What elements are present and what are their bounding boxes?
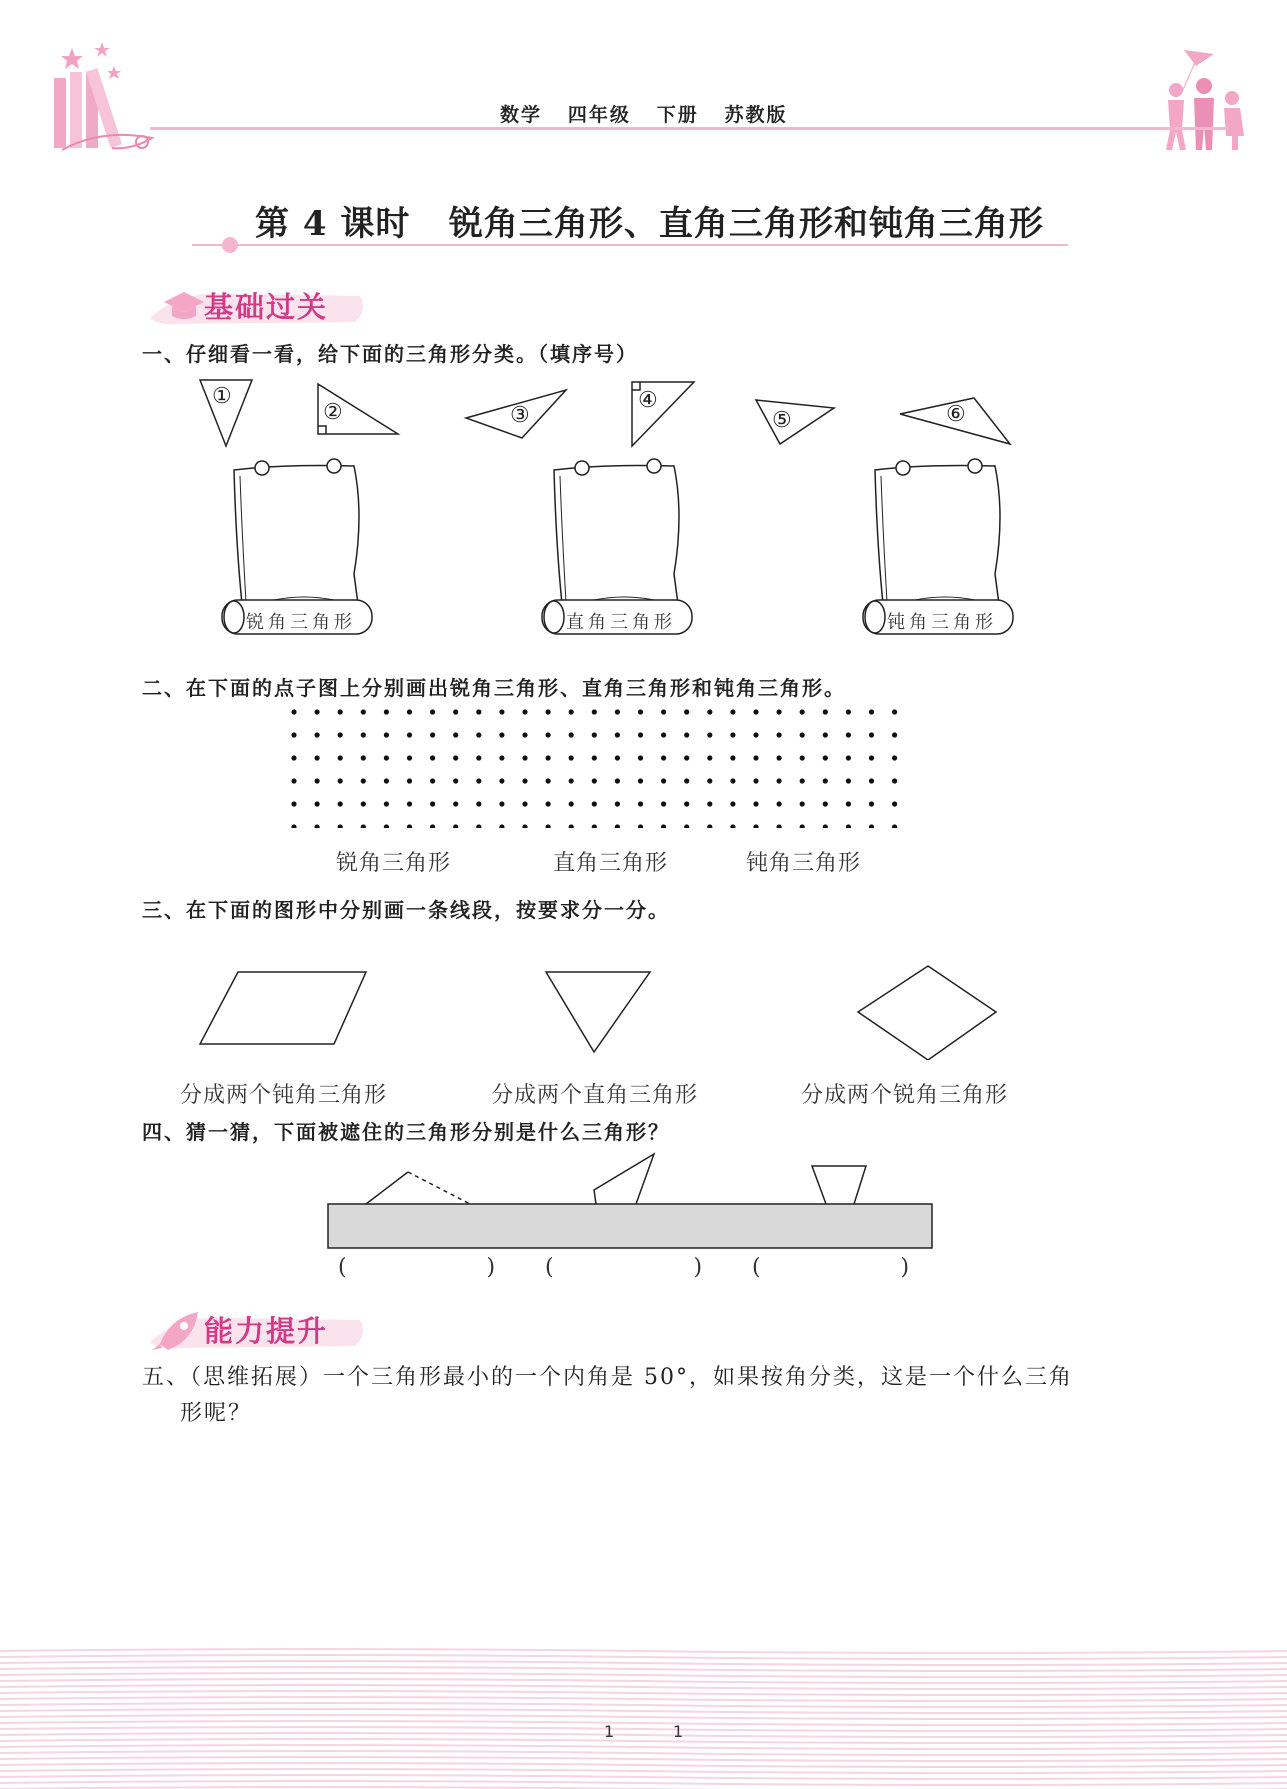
grid-dot[interactable] [730, 778, 735, 783]
grid-dot[interactable] [546, 801, 551, 806]
inverted-triangle-shape [546, 972, 650, 1052]
grid-dot[interactable] [453, 801, 458, 806]
grid-dot[interactable] [361, 801, 366, 806]
grid-dot[interactable] [707, 709, 712, 714]
grid-dot[interactable] [315, 755, 320, 760]
grid-dot[interactable] [777, 824, 782, 828]
subject-info: 数学 四年级 下册 苏教版 [500, 104, 788, 126]
q5-line-1: 五、（思维拓展）一个三角形最小的一个内角是 50°，如果按角分类，这是一个什么三角 [142, 1365, 1073, 1390]
grid-dot[interactable] [522, 801, 527, 806]
grid-dot[interactable] [384, 801, 389, 806]
grid-dot[interactable] [407, 709, 412, 714]
grid-dot[interactable] [361, 824, 366, 828]
grid-dot[interactable] [569, 732, 574, 737]
grid-dot[interactable] [407, 824, 412, 828]
q3-label-1: 分成两个钝角三角形 [180, 1083, 388, 1108]
covered-triangle-2 [594, 1154, 654, 1204]
grid-dot[interactable] [684, 755, 689, 760]
triangle-4-label: ④ [638, 388, 658, 413]
grid-dot[interactable] [546, 732, 551, 737]
q2-label-right: 直角三角形 [553, 851, 669, 876]
grid-dot[interactable] [730, 709, 735, 714]
grid-dot[interactable] [730, 732, 735, 737]
grid-dot[interactable] [730, 824, 735, 828]
grid-dot[interactable] [892, 709, 897, 714]
grid-dot[interactable] [430, 732, 435, 737]
grid-dot[interactable] [777, 755, 782, 760]
grid-dot[interactable] [384, 732, 389, 737]
grid-dot[interactable] [707, 732, 712, 737]
grid-dot[interactable] [661, 732, 666, 737]
grid-dot[interactable] [661, 709, 666, 714]
grid-dot[interactable] [823, 778, 828, 783]
grid-dot[interactable] [846, 732, 851, 737]
q3-label-2: 分成两个直角三角形 [491, 1083, 699, 1108]
grid-dot[interactable] [569, 801, 574, 806]
grid-dot[interactable] [592, 732, 597, 737]
grid-dot[interactable] [707, 755, 712, 760]
grid-dot[interactable] [453, 778, 458, 783]
grid-dot[interactable] [315, 709, 320, 714]
header-rule [150, 127, 1228, 130]
grid-dot[interactable] [430, 778, 435, 783]
grid-dot[interactable] [315, 801, 320, 806]
q2-prompt: 二、在下面的点子图上分别画出锐角三角形、直角三角形和钝角三角形。 [142, 676, 846, 700]
grid-dot[interactable] [338, 709, 343, 714]
footer-stripes [0, 1645, 1287, 1789]
grid-dot[interactable] [361, 755, 366, 760]
grid-dot[interactable] [546, 824, 551, 828]
grid-dot[interactable] [846, 778, 851, 783]
q5-line-2: 形呢？ [180, 1401, 253, 1426]
q2-label-obtuse: 钝角三角形 [746, 851, 862, 876]
grid-dot[interactable] [546, 755, 551, 760]
grid-dot[interactable] [823, 801, 828, 806]
scroll-right-label: 直角三角形 [566, 612, 676, 633]
grid-dot[interactable] [846, 801, 851, 806]
grid-dot[interactable] [800, 755, 805, 760]
grid-dot[interactable] [476, 732, 481, 737]
book-stack-logo-icon [42, 38, 182, 158]
q1-prompt: 一、仔细看一看，给下面的三角形分类。（填序号） [142, 342, 638, 366]
grid-dot[interactable] [476, 778, 481, 783]
grid-dot[interactable] [753, 824, 758, 828]
grid-dot[interactable] [753, 778, 758, 783]
q4-answer-blank-2[interactable]: ( ) [545, 1255, 703, 1280]
grid-dot[interactable] [684, 801, 689, 806]
triangle-3-label: ③ [510, 403, 530, 428]
triangle-5-label: ⑤ [772, 408, 792, 433]
grid-dot[interactable] [522, 755, 527, 760]
grid-dot[interactable] [846, 824, 851, 828]
grid-dot[interactable] [823, 824, 828, 828]
grid-dot[interactable] [892, 801, 897, 806]
grid-dot[interactable] [407, 755, 412, 760]
cover-board [328, 1204, 932, 1248]
grid-dot[interactable] [684, 732, 689, 737]
grid-dot[interactable] [430, 824, 435, 828]
grid-dot[interactable] [499, 732, 504, 737]
dot-grid[interactable] [290, 708, 910, 828]
q4-answer-blank-1[interactable]: ( ) [338, 1255, 496, 1280]
grid-dot[interactable] [453, 824, 458, 828]
grid-dot[interactable] [453, 709, 458, 714]
grid-dot[interactable] [800, 801, 805, 806]
grid-dot[interactable] [753, 732, 758, 737]
grid-dot[interactable] [315, 778, 320, 783]
grid-dot[interactable] [361, 709, 366, 714]
grid-dot[interactable] [291, 778, 296, 783]
grid-dot[interactable] [846, 755, 851, 760]
grid-dot[interactable] [499, 824, 504, 828]
grid-dot[interactable] [338, 801, 343, 806]
grid-dot[interactable] [707, 824, 712, 828]
q4-answer-blank-3[interactable]: ( ) [752, 1255, 910, 1280]
grid-dot[interactable] [291, 801, 296, 806]
grid-dot[interactable] [569, 709, 574, 714]
grid-dot[interactable] [638, 755, 643, 760]
grid-dot[interactable] [291, 755, 296, 760]
grid-dot[interactable] [661, 801, 666, 806]
grid-dot[interactable] [615, 778, 620, 783]
grid-dot[interactable] [777, 732, 782, 737]
q1-triangles [180, 370, 1040, 460]
grid-dot[interactable] [291, 732, 296, 737]
q3-label-3: 分成两个锐角三角形 [801, 1083, 1009, 1108]
grid-dot[interactable] [315, 732, 320, 737]
triangle-1-label: ① [212, 384, 232, 409]
grid-dot[interactable] [338, 824, 343, 828]
grid-dot[interactable] [615, 755, 620, 760]
grid-dot[interactable] [361, 778, 366, 783]
grid-dot[interactable] [892, 755, 897, 760]
triangle-6-label: ⑥ [946, 402, 966, 427]
grid-dot[interactable] [522, 778, 527, 783]
grid-dot[interactable] [592, 801, 597, 806]
grid-dot[interactable] [499, 755, 504, 760]
grid-dot[interactable] [384, 778, 389, 783]
grid-dot[interactable] [430, 801, 435, 806]
grid-dot[interactable] [661, 824, 666, 828]
grid-dot[interactable] [430, 709, 435, 714]
grid-dot[interactable] [684, 778, 689, 783]
grid-dot[interactable] [476, 824, 481, 828]
q3-shapes[interactable] [190, 960, 1030, 1060]
grid-dot[interactable] [730, 801, 735, 806]
triangle-5 [756, 400, 834, 444]
lesson-title: 第 4 课时 锐角三角形、直角三角形和钝角三角形 [255, 204, 1044, 244]
grid-dot[interactable] [291, 709, 296, 714]
grid-dot[interactable] [800, 732, 805, 737]
grid-dot[interactable] [638, 824, 643, 828]
grid-dot[interactable] [453, 732, 458, 737]
grid-dot[interactable] [453, 755, 458, 760]
grid-dot[interactable] [384, 709, 389, 714]
scroll-obtuse-label: 钝角三角形 [887, 612, 997, 633]
grid-dot[interactable] [823, 755, 828, 760]
grid-dot[interactable] [777, 709, 782, 714]
grid-dot[interactable] [800, 824, 805, 828]
grid-dot[interactable] [661, 755, 666, 760]
grid-dot[interactable] [476, 755, 481, 760]
children-silhouette-icon [1148, 50, 1258, 155]
q2-label-acute: 锐角三角形 [336, 851, 452, 876]
grid-dot[interactable] [869, 709, 874, 714]
grid-dot[interactable] [546, 709, 551, 714]
grid-dot[interactable] [707, 801, 712, 806]
grid-dot[interactable] [684, 824, 689, 828]
rhombus-shape [858, 966, 996, 1060]
scroll-acute-label: 锐角三角形 [246, 612, 356, 633]
grid-dot[interactable] [384, 824, 389, 828]
grid-dot[interactable] [730, 755, 735, 760]
grid-dot[interactable] [291, 824, 296, 828]
q4-prompt: 四、猜一猜，下面被遮住的三角形分别是什么三角形？ [142, 1120, 670, 1144]
page-number-left: 1 [604, 1722, 615, 1741]
grid-dot[interactable] [869, 801, 874, 806]
grid-dot[interactable] [615, 709, 620, 714]
grid-dot[interactable] [569, 824, 574, 828]
grid-dot[interactable] [592, 709, 597, 714]
grid-dot[interactable] [638, 778, 643, 783]
grid-dot[interactable] [592, 778, 597, 783]
grid-dot[interactable] [338, 732, 343, 737]
grid-dot[interactable] [892, 732, 897, 737]
grid-dot[interactable] [800, 709, 805, 714]
grid-dot[interactable] [707, 778, 712, 783]
grid-dot[interactable] [407, 801, 412, 806]
grid-dot[interactable] [892, 778, 897, 783]
grid-dot[interactable] [384, 755, 389, 760]
page-number-right: 1 [673, 1722, 684, 1741]
grid-dot[interactable] [869, 755, 874, 760]
grid-dot[interactable] [338, 755, 343, 760]
triangle-2-label: ② [323, 400, 343, 425]
grid-dot[interactable] [338, 778, 343, 783]
grid-dot[interactable] [615, 801, 620, 806]
grid-dot[interactable] [638, 732, 643, 737]
grid-dot[interactable] [777, 801, 782, 806]
grid-dot[interactable] [592, 824, 597, 828]
parallelogram-shape [200, 972, 366, 1044]
grid-dot[interactable] [430, 755, 435, 760]
grid-dot[interactable] [499, 778, 504, 783]
q3-prompt: 三、在下面的图形中分别画一条线段，按要求分一分。 [142, 898, 670, 922]
grid-dot[interactable] [869, 824, 874, 828]
grid-dot[interactable] [823, 732, 828, 737]
section-basic-title: 基础过关 [204, 290, 329, 324]
grid-dot[interactable] [638, 709, 643, 714]
grid-dot[interactable] [476, 801, 481, 806]
q4-covered-triangles [320, 1150, 940, 1250]
grid-dot[interactable] [522, 709, 527, 714]
grid-dot[interactable] [476, 709, 481, 714]
grid-dot[interactable] [684, 709, 689, 714]
grid-dot[interactable] [753, 755, 758, 760]
grid-dot[interactable] [800, 778, 805, 783]
grid-dot[interactable] [407, 778, 412, 783]
grid-dot[interactable] [777, 778, 782, 783]
grid-dot[interactable] [522, 732, 527, 737]
grid-dot[interactable] [615, 732, 620, 737]
grid-dot[interactable] [407, 732, 412, 737]
grid-dot[interactable] [753, 709, 758, 714]
grid-dot[interactable] [869, 778, 874, 783]
section-advanced-title: 能力提升 [204, 1314, 329, 1348]
title-underline [192, 244, 1068, 246]
grid-dot[interactable] [315, 824, 320, 828]
grid-dot[interactable] [753, 801, 758, 806]
grid-dot[interactable] [361, 732, 366, 737]
grid-dot[interactable] [522, 824, 527, 828]
covered-triangle-3 [812, 1166, 866, 1204]
grid-dot[interactable] [569, 778, 574, 783]
grid-dot[interactable] [499, 801, 504, 806]
grid-dot[interactable] [569, 755, 574, 760]
grid-dot[interactable] [892, 824, 897, 828]
grid-dot[interactable] [592, 755, 597, 760]
grid-dot[interactable] [638, 801, 643, 806]
grid-dot[interactable] [846, 709, 851, 714]
grid-dot[interactable] [615, 824, 620, 828]
grid-dot[interactable] [823, 709, 828, 714]
grid-dot[interactable] [661, 778, 666, 783]
covered-triangle-1 [366, 1172, 470, 1204]
grid-dot[interactable] [499, 709, 504, 714]
grid-dot[interactable] [869, 732, 874, 737]
grid-dot[interactable] [546, 778, 551, 783]
